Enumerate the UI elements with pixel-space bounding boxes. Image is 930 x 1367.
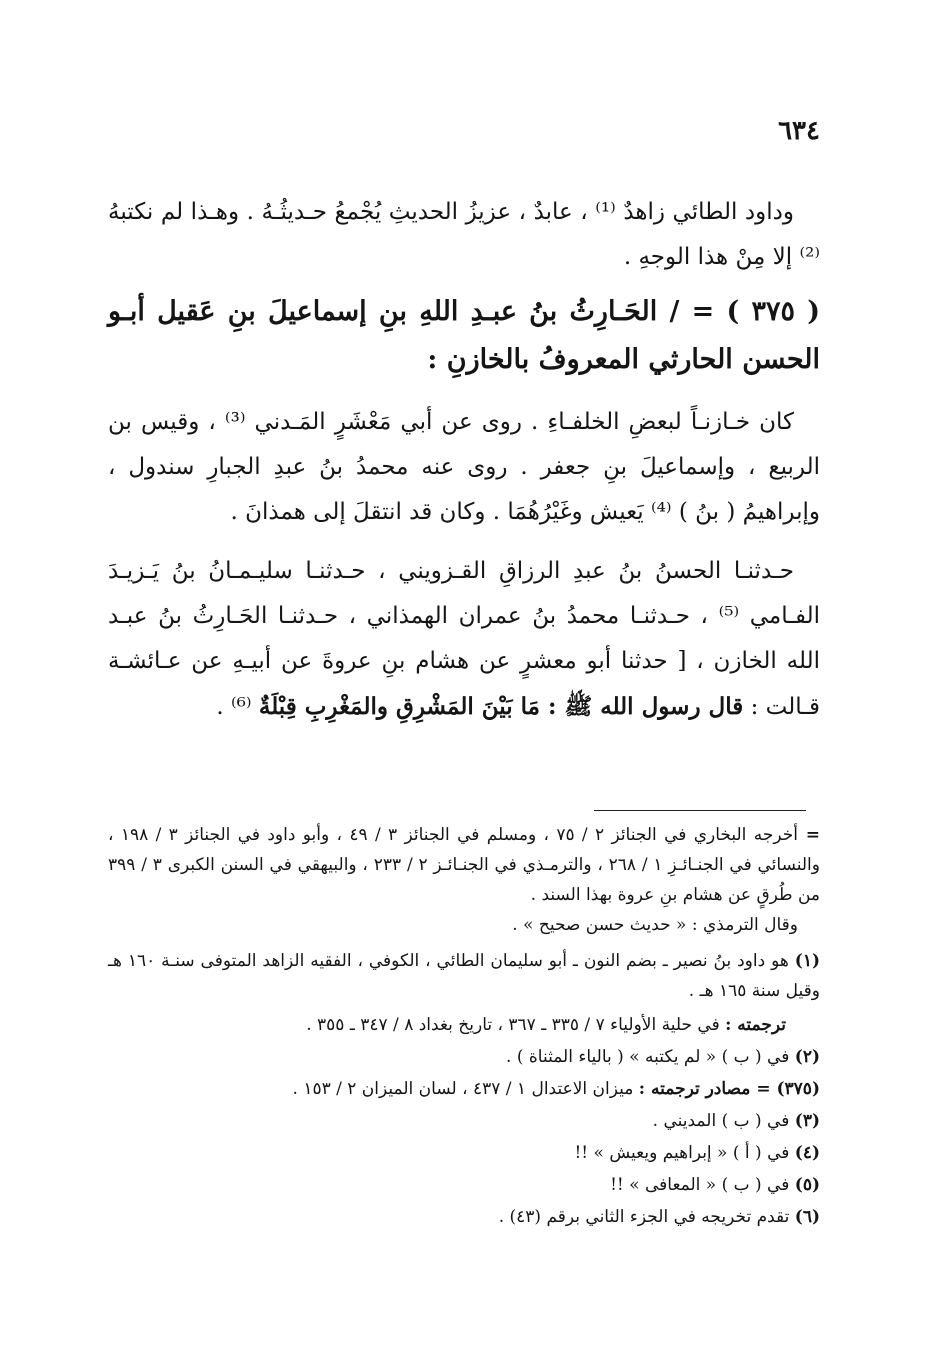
continuation-mark: =: [805, 825, 820, 845]
footnote-375-label: (٣٧٥) = مصادر ترجمته :: [638, 1079, 820, 1099]
footnote-continued: [108, 820, 820, 910]
footnote-divider: [594, 810, 806, 811]
footnote-5: [108, 1170, 820, 1200]
footnote-375-text: ميزان الاعتدال ١ / ٤٣٧ ، لسان الميزان ٢ / ١٥٣ .: [292, 1079, 634, 1099]
paragraph-3: [108, 549, 820, 730]
footnote-2-label: (٢): [794, 1047, 820, 1067]
footnote-1: [108, 946, 820, 1006]
footnote-1-sources-text: في حلية الأولياء ٧ / ٣٣٥ ـ ٣٦٧ ، تاريخ بغداد ٨ / ٣٤٧ ـ ٣٥٥ .: [306, 1015, 720, 1035]
footnote-continued-2: وقال الترمذي : « حديث حسن صحيح » .: [512, 915, 798, 935]
footnote-2-text: في ( ب ) « لم يكتبه » ( بالياء المثناة ) .: [506, 1047, 790, 1067]
paragraph-3-end: ⁽⁶⁾ .: [216, 694, 252, 720]
footnote-6-text: تقدم تخريجه في الجزء الثاني برقم (٤٣) .: [498, 1207, 790, 1227]
footnote-3-text: في ( ب ) المديني .: [652, 1111, 790, 1131]
footnote-5-text: في ( ب ) « المعافى » !!: [610, 1175, 790, 1195]
paragraph-1: [108, 190, 820, 280]
main-text: [108, 190, 820, 730]
footnotes: [108, 820, 820, 1232]
footnote-continued-text: أخرجه البخاري في الجنائز ٢ / ٧٥ ، ومسلم في الجنائز ٣ / ٤٩ ، وأبو داود في الجنائز ٣ / ١٩٨ ، والنسائي في الجنـائـزِ ١ / ٢٦٨ ، والترمـذي في الجنـائـز ٢ / ٢٣٣ ، والبيهقي في السنن الكبرى ٣ / ٣٩٩ من طُرقٍ عن هشام بنِ عروة بهذا السند .: [108, 825, 820, 905]
hadith-text: قال رسول الله ﷺ : مَا بَيْنَ المَشْرِقِ والمَغْرِبِ قِبْلَةٌ: [258, 693, 744, 720]
footnote-6: [108, 1202, 820, 1232]
footnote-1-text: هو داود بنُ نصير ـ بضم النون ـ أبو سليمان الطائي ، الكوفي ، الفقيه الزاهد المتوفى سنـة ١٦٠ هـ وقيل سنة ١٦٥ هـ .: [108, 951, 820, 1001]
footnote-1-sources: [108, 1010, 786, 1040]
paragraph-2-text: كان خـازنـاً لبعضِ الخلفـاءِ . روى عن أبي مَعْشَرٍ المَـدني ⁽³⁾ ، وقيس بن الربيع ، وإسماعيلَ بنِ جعفر . روى عنه محمدُ بنُ عبدِ الجبارِ سندول ، وإبراهيمُ ( بنُ ) ⁽⁴⁾ يَعيش وغَيْرُهُمَا . وكان قد انتقلَ إلى همذانَ .: [108, 409, 820, 525]
footnote-1-label: (١): [794, 951, 820, 971]
entry-heading: ( ٣٧٥ ) = / الحَـارِثُ بنُ عبـدِ اللهِ بنِ إسماعيلَ بنِ عَقيل أبـو الحسن الحارثي المعروفُ بالخازنِ :: [108, 296, 820, 375]
footnote-5-label: (٥): [794, 1175, 820, 1195]
footnote-375: [108, 1074, 820, 1104]
footnote-3-label: (٣): [794, 1111, 820, 1131]
footnote-6-label: (٦): [794, 1207, 820, 1227]
footnote-2: [108, 1042, 820, 1072]
page-number: ٦٣٤: [778, 116, 820, 146]
footnote-4-label: (٤): [794, 1143, 820, 1163]
footnote-1-sources-label: ترجمته :: [725, 1015, 786, 1035]
paragraph-1-text: وداود الطائي زاهدٌ ⁽¹⁾ ، عابدٌ ، عزيزُ الحديثِ يُجْمعُ حـديثُـهُ . وهـذا لم نكتبهُ ⁽²⁾ إلا مِنْ هذا الوجهِ .: [108, 199, 820, 270]
paragraph-2: [108, 400, 820, 535]
footnote-3: [108, 1106, 820, 1136]
paragraph-3-text: حـدثنـا الحسنُ بنُ عبدِ الرزاقِ القـزويني ، حـدثنـا سليـمـانُ بنُ يَـزيـدَ الفـامي ⁽⁵⁾ ، حـدثنـا محمدُ بنُ عمران الهمذاني ، حـدثنـا الحَـارِثُ بنُ عبـد الله الخازن ، [ حدثنا أبو معشرٍ عن هشام بنِ عروةَ عن أبيـهِ عن عـائشـة قـالت :: [108, 558, 820, 720]
footnote-4: [108, 1138, 820, 1168]
footnote-4-text: في ( أ ) « إبراهيم ويعيش » !!: [574, 1143, 790, 1163]
